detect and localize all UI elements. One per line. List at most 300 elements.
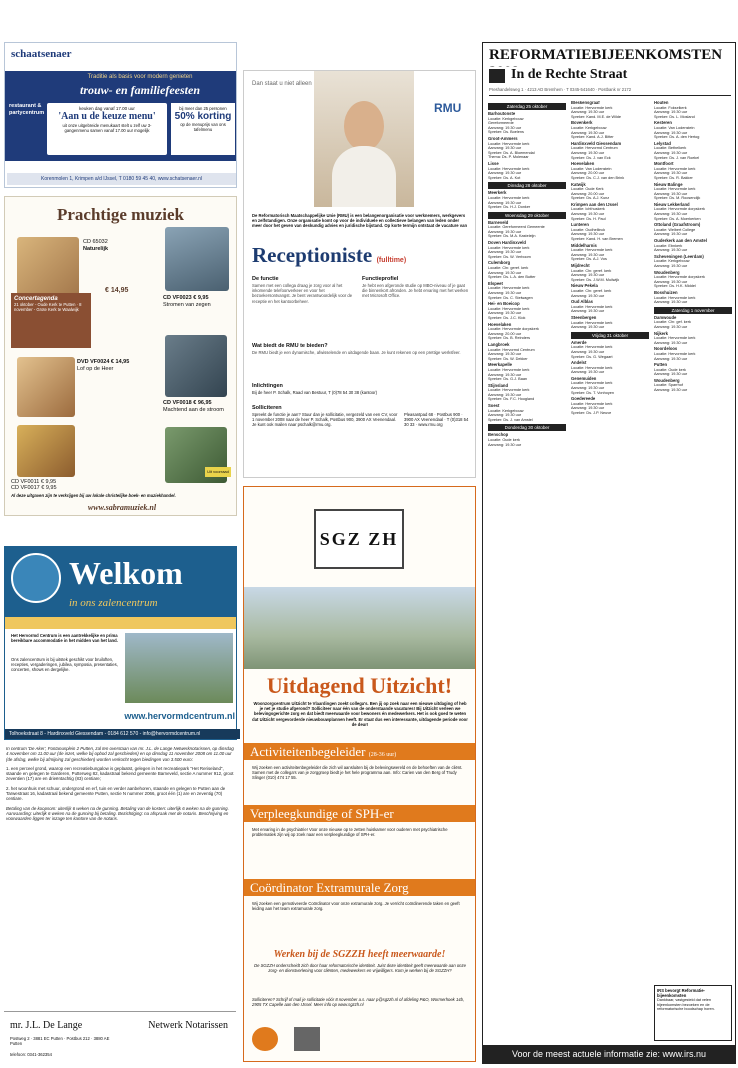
schedule-line: Spreker: Ds. M.A. Kasteleijn bbox=[488, 234, 536, 239]
notaris-network: Netwerk Notarissen bbox=[148, 1020, 228, 1031]
schedule-entry bbox=[654, 183, 732, 201]
schedule-line: Locatie: Hervormde kerk bbox=[488, 245, 530, 250]
rmu-slogan: Dan staat u niet alleen bbox=[252, 81, 312, 87]
schedule-line: Locatie: Kerkgebouw bbox=[488, 116, 524, 121]
schedule-place: Kesteren bbox=[654, 120, 672, 126]
schedule-place: Bovenkerk bbox=[571, 120, 593, 126]
schedule-place: Noordeloos bbox=[654, 346, 678, 352]
schedule-line: Spreker: Ds. R. Bakker bbox=[654, 175, 693, 180]
schedule-entry bbox=[654, 239, 732, 253]
schedule-place: Bleskensgraaf bbox=[571, 101, 600, 105]
schedule-line: Aanvang: 19.30 uur bbox=[488, 311, 522, 316]
schedule-line: Spreker: Ds. C.J. van den Brink bbox=[571, 175, 625, 180]
schedule-line: Locatie: Hervormde kerk bbox=[571, 365, 613, 370]
sgz-intro: Woonzorgcentrum Uitzicht te Vlaardingen zoekt collega's. Ben jij op zoek naar een nieuwe uitdaging of heb je net je studie afgerond? Solliciteer naar één van de onderstaande vacatures! Bij Uitzicht verleen we belevingsgerichte zorg en dat biedt meerwaarde voor bewoners én medewerkers. Het is ook goed te weten dat Uitzicht vergevorderde nieuwbouwplannen heeft. Er staat dus een interessante, uitdagende periode voor de deur! bbox=[252, 701, 468, 727]
schedule-place: Nijkerk bbox=[654, 330, 668, 336]
menu-title: 'Aan u de keuze menu' bbox=[58, 111, 156, 122]
schedule-line: Aanvang: 19.30 uur bbox=[488, 413, 522, 418]
schedule-place: Ottoland (Graafstroom) bbox=[654, 222, 701, 228]
schedule-line: Locatie: Hervormde kerk bbox=[654, 336, 696, 341]
schedule-line: Aanvang: 20.00 uur bbox=[488, 331, 522, 336]
schedule-column-3 bbox=[654, 101, 732, 981]
schedule-line: Aanvang: 19.30 uur bbox=[571, 309, 605, 314]
schedule-line: Spreker: Kand. A.J. Bitter bbox=[571, 135, 614, 140]
schedule-line: Spreker: Ds. Boelens bbox=[488, 130, 524, 135]
schedule-line: Aanvang: 19.30 uur bbox=[654, 248, 688, 253]
schedule-place: Lelystad bbox=[654, 140, 671, 146]
vacancy-title: Receptioniste bbox=[252, 243, 373, 267]
schedule-column-2 bbox=[571, 101, 649, 1044]
schedule-line: Locatie: Hervormde kerk bbox=[654, 351, 696, 356]
schedule-line: Aanvang: 19.30 uur bbox=[571, 110, 605, 115]
schedule-entry bbox=[488, 112, 566, 135]
schedule-line: Spreker: Ds. B. Reinders bbox=[488, 336, 530, 341]
schedule-line: Aanvang: 19.30 uur bbox=[488, 146, 522, 151]
schedule-place: Hardinxveld Giessendam bbox=[571, 140, 622, 146]
schedule-line: Locatie: Hervormde kerk bbox=[571, 381, 613, 386]
schedule-entry bbox=[571, 244, 649, 262]
functie-text: Samen met een collega draag je zorg voor al het inkomende telefoonverkeer en voor het bezoekersontvangst. Je bent verantwoordelijk voor de receptie en het kantoorbeheer. bbox=[252, 283, 353, 304]
restaurant-headline: trouw- en familiefeesten bbox=[80, 83, 200, 97]
job3-text: Wij zoeken een gemotiveerde Coördinator voor onze extramurale zorg. Je verricht coördinerende taken en geeft leiding aan het team extramurale zorg. bbox=[252, 901, 460, 912]
schedule-place: Barneveld bbox=[488, 219, 509, 225]
schedule-entry bbox=[654, 162, 732, 180]
schedule-line: Spreker: Ds. A. Kot bbox=[488, 175, 521, 180]
schedule-place: Woudenberg bbox=[654, 377, 680, 383]
restaurant-tagline: Traditie als basis voor modern genieten bbox=[87, 74, 193, 80]
schedule-line: Locatie: Hervormde kerk bbox=[571, 105, 613, 110]
schedule-line: Locatie: Hervormde kerk bbox=[571, 401, 613, 406]
schedule-line: Aanvang: 19.30 uur bbox=[488, 125, 522, 130]
schedule-line: Aanvang: 20.00 uur bbox=[571, 171, 605, 176]
schedule-place: Meerkapelle bbox=[488, 362, 512, 368]
notaris-phone: telefoon: 0341-362354 bbox=[10, 1052, 52, 1057]
schedule-place: Andelst bbox=[571, 360, 587, 366]
schedule-day-header: Zaterdag 25 oktober bbox=[488, 103, 566, 110]
schedule-line: Aanvang: 19.30 uur bbox=[654, 356, 688, 361]
concert-text: 21 oktober - Oude Kerk te Putten · 8 november - Grote Kerk te Waalwijk bbox=[14, 302, 82, 313]
auction-notice bbox=[6, 746, 236, 1011]
schedule-line: Locatie: Van Lodenstein bbox=[654, 125, 695, 130]
schedule-place: Amerde bbox=[571, 339, 587, 345]
heading-wat: Wat biedt de RMU te bieden? bbox=[252, 343, 328, 349]
schedule-line: Spreker: Ds. W. Dekker bbox=[488, 356, 528, 361]
sgz-headline: Uitdagend Uitzicht! bbox=[266, 673, 453, 698]
schedule-line: Aanvang: 19.30 uur bbox=[654, 171, 688, 176]
ref-subtitle-row bbox=[489, 67, 731, 85]
schedule-line: Spreker: Ds. J. van Amstel bbox=[488, 417, 533, 422]
heading-solliciteren: Solliciteren bbox=[252, 405, 282, 411]
hervormd-centrum-ad bbox=[4, 546, 237, 740]
cd1-info bbox=[83, 239, 143, 252]
schedule-line: Locatie: Hervormde kerk bbox=[488, 141, 530, 146]
schedule-place: Benschop bbox=[488, 432, 509, 438]
irs-info-box bbox=[654, 985, 732, 1041]
schedule-entry bbox=[488, 302, 566, 320]
irs-box-text: Dankbaar, vastgesteld dat velen bijeenkomsten bezoeken en de reformatorische boodschap horen. bbox=[657, 998, 715, 1012]
schedule-entry bbox=[654, 223, 732, 237]
schedule-place: Damwoude bbox=[654, 314, 677, 320]
schedule-entry bbox=[654, 379, 732, 393]
schedule-line: Locatie: Hervormde kerk bbox=[488, 367, 530, 372]
hervormd-url[interactable]: www.hervormdcentrum.nl bbox=[124, 711, 235, 721]
sgzzh-vacancy-ad bbox=[243, 486, 476, 1062]
schedule-entry bbox=[571, 264, 649, 282]
job1-hours: (28-36 uur) bbox=[368, 752, 397, 758]
schedule-line: Spreker: Ds. L.A. den Butter bbox=[488, 275, 536, 280]
schedule-line: Aanvang: 19.30 uur bbox=[654, 110, 688, 115]
notice-item-2: 2. het woonhuis met schuur, ondergrond en erf, tuin en verder aanbehoren, staande en gelegen te Putten aan de Tarwestraat 16, kadastraal bekend gemeente Putten, sectie N nummer 2066, groot één (1) are en zeventig (70) centiare. bbox=[6, 785, 226, 802]
schedule-line: Spreker: Ds. W. Verboom bbox=[488, 254, 531, 259]
schedule-entry bbox=[571, 162, 649, 180]
schedule-entry bbox=[488, 433, 566, 447]
schedule-line: Spreker: Ds. J. van Eck bbox=[571, 155, 611, 160]
schedule-line: Aanvang: 19.30 uur bbox=[488, 291, 522, 295]
schedule-entry bbox=[654, 291, 732, 305]
schedule-line: Aanvang: 19.30 uur bbox=[571, 406, 605, 411]
schedule-line: Aanvang: 20.00 uur bbox=[571, 191, 605, 196]
schedule-line: Aanvang: 19.30 uur bbox=[654, 191, 688, 196]
cd2-title: Stromen van zegen bbox=[163, 301, 211, 308]
cd-cover-naturelijk bbox=[17, 237, 79, 299]
discount-post: op de menuprijs van ons tafelmenu bbox=[180, 122, 226, 132]
music-website: www.sabramuziek.nl bbox=[87, 503, 157, 512]
notaris-ad bbox=[4, 1011, 236, 1063]
rmu-intro: De Reformatorisch Maatschappelijke Unie (RMU) is een belangenorganisatie voor werknemers, werkgevers en zelfstandigen. Onze organisatie komt op voor de individuele en collectieve belangen van leden onder meer door het geven van deskundig advies en juridische bijstand. Op korte termijn ontstaat de vacature van bbox=[252, 213, 468, 229]
schedule-line: Aanvang: 19.30 uur bbox=[488, 229, 522, 234]
schedule-entry bbox=[654, 271, 732, 289]
cd3-code: CD VF0018 € 96,95 bbox=[163, 400, 212, 406]
cd-cover-4 bbox=[17, 425, 75, 477]
schedule-line: Spreker: Ds. H. Paul bbox=[571, 216, 606, 221]
schedule-entry bbox=[488, 343, 566, 361]
schedule-line: Spreker: Ds. G. Wegaart bbox=[571, 354, 613, 359]
schedule-place: Krimpen aan den IJssel bbox=[571, 201, 618, 207]
schedule-line: Locatie: Hervormde dorpskerk bbox=[488, 327, 539, 332]
schedule-line: Locatie: Fokselkerk bbox=[654, 105, 687, 110]
music-disclaimer: Al deze uitgaven zijn te verkrijgen bij uw lokale christelijke boek- en muziekhandel. bbox=[11, 493, 176, 498]
eisen-text: Je hebt een afgeronde studie op MBO-niveau of je gaat die binnenkort afronden. Je hebt ervaring met het werken met Microsoft Office. bbox=[362, 283, 469, 299]
schedule-line: Locatie: Hervormde kerk bbox=[654, 295, 696, 300]
schedule-entry bbox=[654, 316, 732, 330]
schedule-line: Spreker: Ds. L. Mosland bbox=[654, 114, 695, 119]
schedule-place: Nieuw Balinge bbox=[654, 181, 683, 187]
schedule-line: Locatie: Sparrhof bbox=[654, 383, 683, 388]
schedule-line: Aanvang: 19.30 uur bbox=[571, 370, 605, 375]
schedule-line: Locatie: Hervormde kerk bbox=[488, 286, 530, 291]
notaris-name: mr. J.L. De Lange bbox=[10, 1020, 83, 1031]
schedule-line: Locatie: Hervormde kerk bbox=[571, 320, 613, 325]
schedule-place: Hei- en Boeicop bbox=[488, 301, 520, 307]
schedule-entry bbox=[488, 221, 566, 239]
schedule-place: Genemuiden bbox=[571, 375, 597, 381]
stock-badge: Uit voorraad bbox=[205, 467, 231, 477]
schedule-line: Locatie: Chr. gef. kerk bbox=[654, 320, 691, 325]
schedule-place: Langbroek bbox=[488, 341, 510, 347]
wat-text: De RMU biedt je een dynamische, afwisselende en uitdagende baan. Je kunt rekenen op een prettige werksfeer. bbox=[252, 350, 461, 355]
schedule-entry bbox=[488, 363, 566, 381]
schedule-entry bbox=[654, 332, 732, 346]
restaurant-side-label: restaurant & partycentrum bbox=[9, 103, 45, 116]
sgz-logo-small bbox=[252, 1027, 278, 1051]
schedule-line: Aanvang: 19.30 uur bbox=[488, 392, 522, 397]
receptionist-photo bbox=[314, 71, 414, 207]
cd1-price: € 14,95 bbox=[105, 287, 129, 294]
concert-box bbox=[11, 293, 91, 348]
schedule-entry bbox=[571, 183, 649, 201]
rmu-logo: RMU bbox=[434, 101, 462, 115]
schedule-line: Aanvang: 19.30 uur bbox=[654, 340, 688, 345]
schedule-line: Locatie: Ebnkerk bbox=[654, 243, 683, 248]
schedule-line: Locatie: Kerkgebouw bbox=[488, 408, 524, 413]
schedule-line: Spreker: Ds. G.J. Baan bbox=[488, 377, 528, 382]
schedule-entry bbox=[488, 384, 566, 402]
menu-hours: keuken dag vanaf 17.00 uur bbox=[79, 106, 135, 111]
job2-bar bbox=[244, 805, 475, 822]
ref-footer[interactable]: Voor de meest actuele informatie zie: www.irs.nu bbox=[483, 1045, 735, 1063]
reformatie-bijeenkomsten bbox=[482, 42, 736, 1064]
heading-inlichtingen: Inlichtingen bbox=[252, 383, 283, 389]
schedule-line: Locatie: Van Lodenstein bbox=[571, 166, 612, 171]
schedule-entry bbox=[654, 347, 732, 361]
schedule-entry bbox=[654, 101, 732, 119]
schedule-line: Spreker: Ds. A. den Hertog bbox=[654, 135, 700, 140]
cd5-code: CD VF0017 € 9,95 bbox=[11, 485, 57, 491]
schedule-line: Aanvang: 19.30 uur bbox=[654, 388, 688, 393]
schedule-line: Locatie: Chr. geref. kerk bbox=[488, 266, 529, 271]
cd-cover-stromen bbox=[165, 227, 229, 291]
schedule-line: Aanvang: 19.30 uur bbox=[654, 300, 688, 305]
schedule-line: Aanvang: 19.30 uur bbox=[654, 264, 688, 268]
schedule-day-header: Zaterdag 1 november bbox=[654, 307, 732, 314]
job3-bar bbox=[244, 879, 475, 896]
schedule-line: Locatie: Oude Kerk bbox=[571, 187, 604, 192]
schedule-line: Spreker: Ds. F.C. Hoogland bbox=[488, 397, 535, 402]
schedule-line: Locatie: Oudhellinck bbox=[571, 227, 606, 232]
schedule-line: Locatie: Bethelkerk bbox=[654, 146, 687, 151]
irs-box-title: IRS bevorgt Reformatie-bijeenkomsten bbox=[657, 988, 705, 998]
schedule-line: Locatie: Hervormd Centrum bbox=[571, 146, 618, 151]
schedule-place: Oud Alblas bbox=[571, 299, 593, 305]
vacancy-type: (fulltime) bbox=[376, 257, 407, 264]
hervormd-intro: Het Hervormd Centrum is een aantrekkelijke en prima bereikbare accommodatie in het midden van het land. bbox=[11, 633, 118, 644]
schedule-line: Locatie: Hervormde kerk bbox=[571, 304, 613, 309]
schedule-entry bbox=[488, 241, 566, 259]
schedule-line: Locatie: Chr. geref. kerk bbox=[571, 288, 612, 293]
schedule-place: Montfoort bbox=[654, 161, 674, 167]
rmu-vacancy-ad bbox=[243, 70, 476, 478]
sgz-cta-sub: De SGZZH onderscheidt zich door haar reformatorische identiteit. Juist deze identiteit geeft meerwaarde aan onze zorg- en dienstverlening voor cliënten, medewerkers en vrijwilligers. Kom je werken bij de SGZZH? bbox=[254, 963, 466, 974]
schedule-line: Aanvang: 19.30 uur bbox=[571, 252, 605, 257]
job2-text: Met ervaring in de psychiatrie! Voor onze nieuwe op te zetten huiskamer voor ouderen met psychiatrische problematiek zijn wij op zoek naar een verpleegkundige of SPH-er. bbox=[252, 827, 448, 838]
schedule-place: Lisse bbox=[488, 160, 499, 166]
restaurant-address: Korenmolen 1, Krimpen a/d IJssel, T 0180 59 45 40, www.schatsenaer.nl bbox=[7, 173, 236, 185]
music-ad bbox=[4, 196, 237, 516]
notice-paragraph: In centrum 'De Aker', Fontanusplein 2 Putten, zal ten overstaan van mr. J.L. de Lange Netwerknotarissen, op dinsdag 4 november om 11.00 uur (de inzet, welke bij opbod zal geschieden) en op dinsdag 11 november 2008 om 11.00 uur (de afslag, welke bij afmijning zal geschieden) worden verkocht tegen biedingen van 3.500 euro: bbox=[6, 746, 234, 762]
vacancy-heading bbox=[252, 243, 470, 268]
schedule-line: Locatie: Chr. geref. kerk bbox=[571, 268, 612, 273]
job2-title: Verpleegkundige of SPH-er bbox=[250, 806, 394, 821]
discount-box bbox=[171, 103, 235, 155]
schedule-place: Doven Hardinxveld bbox=[488, 240, 526, 246]
schedule-entry bbox=[571, 223, 649, 241]
schedule-entry bbox=[571, 316, 649, 330]
schedule-entry bbox=[488, 137, 566, 160]
music-title: Prachtige muziek bbox=[57, 205, 184, 224]
schedule-line: Spreker: Ds. M. Roosendijk bbox=[654, 196, 701, 201]
schedule-place: Mijdrecht bbox=[571, 263, 590, 268]
schedule-line: Aanvang: 19.30 uur bbox=[488, 372, 522, 377]
sgz-cta: Werken bij de SGZZH heeft meerwaarde! bbox=[273, 949, 446, 960]
schedule-column-1 bbox=[488, 101, 566, 1044]
schedule-entry bbox=[571, 397, 649, 415]
schedule-entry bbox=[488, 191, 566, 209]
hervormd-logo bbox=[11, 553, 61, 603]
schedule-line: Locatie: Hervormde kerk bbox=[488, 166, 530, 171]
schedule-place: Soest bbox=[488, 403, 500, 409]
cd1-title: Naturelijk bbox=[83, 245, 109, 252]
schedule-place: Groot-Ammers bbox=[488, 135, 518, 141]
schedule-line: Aanvang: 19.30 uur bbox=[571, 273, 605, 278]
schedule-line: Aanvang: 19.30 uur bbox=[654, 279, 688, 284]
schedule-place: Woudenberg bbox=[654, 269, 680, 275]
rmu-address: Pleasantpad 68 · Postbus 900 · 3900 AX Veenendaal · T (0)318 54 30 33 · www.rmu.org bbox=[404, 412, 469, 428]
schedule-line: Aanvang: 19.30 uur bbox=[571, 386, 605, 391]
schedule-line: Spreker: Ds. H.J. Donker bbox=[488, 205, 531, 210]
schedule-line: Aanvang: 19.30 uur bbox=[488, 442, 522, 447]
restaurant-ad bbox=[4, 42, 237, 188]
ref-address: Preshandelsweg 1 · 4213 AD Bremhem · T 0345-541640 · Postbank nr 2172 bbox=[489, 87, 632, 92]
schedule-line: Locatie: Kerkgebouw bbox=[571, 125, 607, 130]
schedule-line: Spreker: Ds. A.J. Vos bbox=[571, 257, 607, 262]
schedule-line: Spreker: Ds. J.P. Neuve bbox=[571, 411, 612, 416]
cd3-info bbox=[163, 400, 235, 413]
schedule-day-header: Donderdag 30 oktober bbox=[488, 424, 566, 431]
schedule-entry bbox=[571, 361, 649, 375]
sgz-apply: Solliciteren? Schrijf of mail je sollicitatie vóór 8 november a.s. naar p@sgzzh.nl of afdeling P&O, Wormerhoek 14b, 2905 TX Capelle aan den IJssel. Meer info op www.sgzzh.nl bbox=[252, 997, 465, 1008]
schedule-line: Locatie: Hervormde kerk bbox=[654, 187, 696, 192]
schedule-line: Locatie: Hervormde kerk bbox=[488, 388, 530, 393]
schedule-line: Aanvang: 19.30 uur bbox=[571, 212, 605, 217]
schedule-line: Spreker: Ds. A. Moerkerken bbox=[654, 216, 701, 221]
heading-functie: De functie bbox=[252, 276, 279, 282]
schedule-line: Thema: Ds. P. Molenaar bbox=[488, 155, 529, 160]
schedule-place: Culemborg bbox=[488, 260, 511, 266]
schedule-entry bbox=[571, 121, 649, 139]
discount-big: 50% korting bbox=[174, 111, 232, 122]
schedule-entry bbox=[488, 261, 566, 279]
schedule-line: Locatie: Kerkgebouw bbox=[654, 259, 690, 264]
rmu-apply: Spreekt de functie je aan? Stuur dan je sollicitatie, vergezeld van een CV, voor 1 november 2008 naar de heer P. Schalk, Postbus 900, 3900 AX Veenendaal. Je kunt ook mailen naar pschalk@rmu.org. bbox=[252, 412, 398, 428]
schedule-place: Elspeet bbox=[488, 280, 503, 286]
schedule-entry bbox=[654, 255, 732, 269]
schedule-line: Aanvang: 19.30 uur bbox=[571, 130, 605, 135]
cd-cover-stroom bbox=[165, 335, 227, 397]
cd2-info bbox=[163, 295, 233, 308]
schedule-line: Spreker: Ds. J. van Roekel bbox=[654, 155, 700, 160]
cd2-code: CD VF0023 € 9,95 bbox=[163, 295, 209, 301]
hervormd-footer: Tolhoekstraat 8 - Hardinxveld Giessendam - 0184 612 570 - info@hervormdcentrum.nl bbox=[5, 729, 240, 739]
schedule-line: Locatie: Hervormde kerk bbox=[488, 306, 530, 311]
schedule-line: Locatie: Hervormde kerk bbox=[654, 166, 696, 171]
schedule-line: Aanvang: 19.30 uur bbox=[654, 150, 688, 155]
welcome-title: Welkom bbox=[69, 555, 183, 591]
schedule-place: Nieuw Pekela bbox=[571, 283, 598, 289]
venue-photo bbox=[125, 633, 233, 703]
schedule-place: Scheveningen (Leerdam) bbox=[654, 253, 704, 259]
job1-text: Wij zoeken een activiteitenbegeleider die zich wil aansluiten bij de belevingswereld en de behoeften van de cliënt. Samen met de collega's van je zorggroep biedt je het hele programma aan. Info: Carien van den Berg of Trudy Slinger (010) 474 17 55. bbox=[252, 765, 463, 781]
schedule-entry bbox=[571, 284, 649, 298]
schedule-entry bbox=[654, 142, 732, 160]
notice-item-1: 1. een perceel grond, waarop een recreatiebungalow is geplaatst, gelegen in het recreatiepark "Het Reriseland", staande en gelegen te Garderen, Putterweg 82, kadastraal bekend gemeente Barneveld, sectie A nummer 912, groot zeventien (17) are en drieëntachtig (83) centiare; bbox=[6, 765, 234, 782]
schedule-entry bbox=[571, 203, 649, 221]
building-photo bbox=[244, 587, 475, 669]
dvd-title: Lof op de Heer bbox=[77, 365, 114, 372]
schedule-line: Spreker: Kand. M.E. de Wilde bbox=[571, 114, 622, 119]
schedule-place: Meerkerk bbox=[488, 190, 507, 196]
job1-title: Activiteitenbegeleider bbox=[250, 744, 366, 759]
schedule-line: Spreker: Ds. H.K. Middel bbox=[654, 284, 696, 289]
schedule-entry bbox=[571, 101, 649, 119]
schedule-line: Aanvang: 19.30 uur bbox=[654, 232, 688, 237]
schedule-line: Spreker: Ds. C. Stelwagen bbox=[488, 295, 533, 300]
schedule-place: Hoevelaken bbox=[488, 321, 512, 327]
cd4-code: CD VF0011 € 9,95 bbox=[11, 479, 57, 485]
schedule-line: Aanvang: 19.30 uur bbox=[488, 200, 522, 205]
schedule-line: Spreker: Ds. A. Bloemendal bbox=[488, 150, 535, 155]
notaris-address: Postweg 2 · 3881 EC Putten · Postbus 212 · 3880 AE Putten bbox=[10, 1036, 110, 1047]
notice-conditions: Betaling van de koopsom: uiterlijk 6 weken na de gunning. Betaling van de kosten: uiterlijk 6 weken na de gunning. Aanvaarding: uiterlijk 6 weken na de gunning bij betaling. Bezichtiging: na afspraak met de notaris. Beschrijving en voorwaarden liggen ter inzage ten kantore van de notaris. bbox=[6, 805, 229, 822]
schedule-line: Aanvang: 19.30 uur bbox=[654, 372, 688, 377]
menu-subtitle: uit onze uitgebreide menukaart stelt u zelf uw 3-gangenmenu samen vanaf 17.00 uur mogelijk bbox=[62, 123, 152, 133]
schedule-entry bbox=[571, 142, 649, 160]
job1-bar bbox=[244, 743, 475, 760]
schedule-place: Middelharnis bbox=[571, 242, 597, 248]
schedule-place: Bosshuizen bbox=[654, 289, 678, 295]
schedule-place: Houten bbox=[654, 101, 669, 105]
rmu-contact: Bij de heer P. Schalk, Raad van Bestuur, T (0)78 54 30 38 (kantoor) bbox=[252, 390, 378, 395]
sgz-logo: SGZ ZH bbox=[314, 509, 404, 569]
discount-pre: bij meer dan 25 personen bbox=[179, 106, 227, 111]
schedule-line: Locatie: Ichthuskerk bbox=[571, 207, 605, 212]
schedule-place: Nieuw Lekkerland bbox=[654, 201, 690, 207]
ref-title: REFORMATIEBIJEENKOMSTEN bbox=[489, 47, 723, 63]
concert-title: Concertagenda bbox=[14, 296, 58, 302]
schedule-entry bbox=[571, 377, 649, 395]
schedule-line: Aanvang: 19.30 uur bbox=[654, 212, 688, 217]
schedule-line: Locatie: Oude kerk bbox=[488, 438, 520, 443]
schedule-line: Aanvang: 19.30 uur bbox=[488, 352, 522, 357]
schedule-place: Stijnsland bbox=[488, 382, 509, 388]
schedule-line: Locatie: Oude kerk bbox=[654, 367, 686, 372]
schedule-line: Aanvang: 19.30 uur bbox=[571, 232, 605, 237]
schedule-place: Katwijk bbox=[571, 181, 586, 187]
schedule-place: Goedereede bbox=[571, 396, 596, 402]
dvd-cover bbox=[17, 357, 75, 417]
cd3-title: Machtend aan de stroom bbox=[163, 406, 224, 413]
schedule-line: Spreker: Ds. J.C. Klok bbox=[488, 315, 526, 320]
schedule-day-header: Woensdag 29 oktober bbox=[488, 212, 566, 219]
dvd-info bbox=[77, 359, 147, 372]
schedule-entry bbox=[488, 282, 566, 300]
schedule-line: Aanvang: 19.30 uur bbox=[488, 171, 522, 176]
schedule-line: Locatie: Hervormde kerk bbox=[571, 345, 613, 350]
schedule-line: Aanvang: 19.30 uur bbox=[488, 250, 522, 255]
heading-eisen: Functieprofiel bbox=[362, 276, 399, 282]
schedule-line: Aanvang: 19.30 uur bbox=[571, 349, 605, 354]
schedule-line: Spreker: Ds. T. Vonhoyen bbox=[571, 390, 614, 395]
schedule-entry bbox=[571, 341, 649, 359]
